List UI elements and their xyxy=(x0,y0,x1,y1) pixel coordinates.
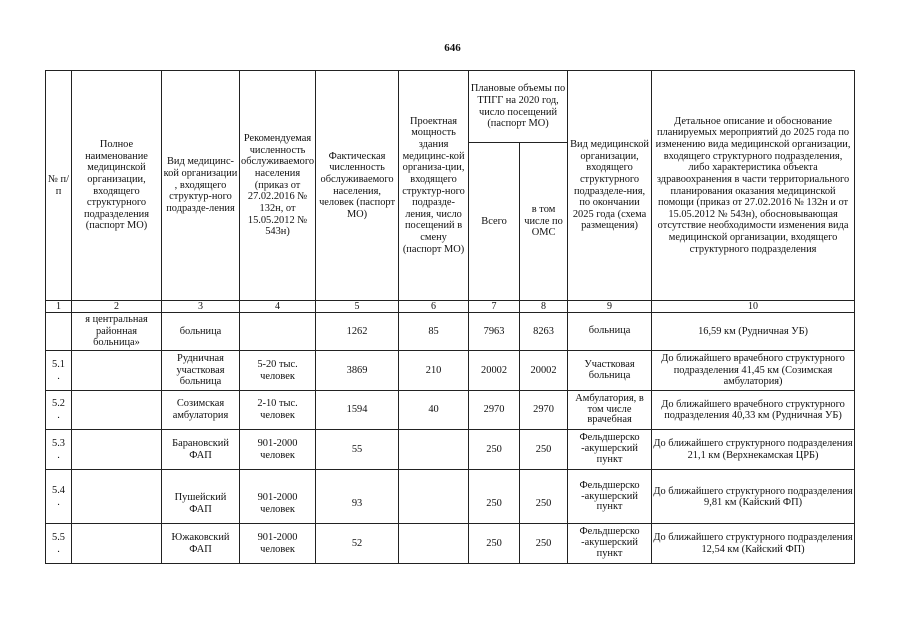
actual-population: 1262 xyxy=(316,313,399,351)
row-number-cell xyxy=(46,351,72,391)
design-capacity: 210 xyxy=(399,351,469,391)
row-number-cell xyxy=(46,470,72,524)
table-row xyxy=(46,351,855,391)
organization-name: я центральная районная больница» xyxy=(72,313,162,351)
recommended-population: 901-2000 человек xyxy=(240,470,316,524)
header-cell-recommended: Рекомендуемая численность обслуживаемого населения (приказ от 27.02.2016 № 132н, от 15.05.2012 № 543н) xyxy=(240,71,316,301)
row-number-cell xyxy=(46,524,72,564)
facility-type-2025: Фельдшерско -акушерский пункт xyxy=(568,430,652,470)
header-cell-type: Вид медицинс-кой организации , входящего структур-ного подразде-ления xyxy=(162,71,240,301)
design-capacity: 85 xyxy=(399,313,469,351)
planned-total: 7963 xyxy=(469,313,520,351)
facilities-table xyxy=(45,70,855,564)
planned-total: 250 xyxy=(469,524,520,564)
recommended-population: 2-10 тыс. человек xyxy=(240,391,316,430)
planned-oms: 2970 xyxy=(520,391,568,430)
table-row xyxy=(46,430,855,470)
header-cell-number: № п/п xyxy=(46,71,72,301)
row-number-dot: . xyxy=(57,543,60,555)
planned-total: 20002 xyxy=(469,351,520,391)
column-number: 4 xyxy=(240,301,316,313)
facility-type-2025: Амбулатория, в том числе врачебная xyxy=(568,391,652,430)
design-capacity xyxy=(399,430,469,470)
table-row xyxy=(46,391,855,430)
organization-name xyxy=(72,351,162,391)
planned-oms: 250 xyxy=(520,430,568,470)
planned-oms: 8263 xyxy=(520,313,568,351)
header-cell-type-2025: Вид медицинской организации, входящего структурного подразделе-ния, по окончании 2025 года (схема размещения) xyxy=(568,71,652,301)
planned-measures-description: До ближайшего врачебного структурного подразделения 41,45 км (Созимская амбулатория) xyxy=(652,351,855,391)
planned-total: 250 xyxy=(469,430,520,470)
recommended-population: 901-2000 человек xyxy=(240,524,316,564)
organization-name xyxy=(72,470,162,524)
facility-type-2025: Участковая больница xyxy=(568,351,652,391)
row-number-dot: . xyxy=(57,449,60,461)
row-number-cell xyxy=(46,430,72,470)
facility-type-2025: больница xyxy=(568,313,652,351)
row-number: 5.2 xyxy=(52,398,65,410)
planned-measures-description: 16,59 км (Рудничная УБ) xyxy=(652,313,855,351)
table-row xyxy=(46,313,855,351)
actual-population: 3869 xyxy=(316,351,399,391)
actual-population: 93 xyxy=(316,470,399,524)
row-number-cell xyxy=(46,391,72,430)
facility-type: Барановский ФАП xyxy=(162,430,240,470)
recommended-population: 5-20 тыс. человек xyxy=(240,351,316,391)
planned-measures-description: До ближайшего структурного подразделения 12,54 км (Кайский ФП) xyxy=(652,524,855,564)
row-number-dot: . xyxy=(57,370,60,382)
facility-type: Пушейский ФАП xyxy=(162,470,240,524)
column-number: 9 xyxy=(568,301,652,313)
row-number: 5.1 xyxy=(52,358,65,370)
facility-type-2025: Фельдшерско -акушерский пункт xyxy=(568,524,652,564)
facility-type-2025: Фельдшерско -акушерский пункт xyxy=(568,470,652,524)
column-number: 8 xyxy=(520,301,568,313)
planned-measures-description: До ближайшего структурного подразделения 9,81 км (Кайский ФП) xyxy=(652,470,855,524)
organization-name xyxy=(72,430,162,470)
planned-measures-description: До ближайшего врачебного структурного подразделения 40,33 км (Рудничная УБ) xyxy=(652,391,855,430)
header-cell-planned-volumes: Плановые объемы по ТПГГ на 2020 год, число посещений (паспорт МО) xyxy=(469,71,568,143)
recommended-population xyxy=(240,313,316,351)
row-number: 5.4 xyxy=(52,484,65,496)
planned-total: 2970 xyxy=(469,391,520,430)
column-number: 7 xyxy=(469,301,520,313)
facility-type: Рудничная участковая больница xyxy=(162,351,240,391)
design-capacity: 40 xyxy=(399,391,469,430)
column-number: 1 xyxy=(46,301,72,313)
planned-total: 250 xyxy=(469,470,520,524)
planned-measures-description: До ближайшего структурного подразделения 21,1 км (Верхнекамская ЦРБ) xyxy=(652,430,855,470)
design-capacity xyxy=(399,524,469,564)
row-number-dot: . xyxy=(57,410,60,421)
table-row xyxy=(46,470,855,524)
facility-type: Южаковский ФАП xyxy=(162,524,240,564)
header-row xyxy=(46,71,855,143)
table-row xyxy=(46,524,855,564)
column-number: 2 xyxy=(72,301,162,313)
organization-name xyxy=(72,391,162,430)
page-number: 646 xyxy=(444,42,461,54)
header-cell-actual: Фактическая численность обслуживаемого населения, человек (паспорт МО) xyxy=(316,71,399,301)
header-cell-description: Детальное описание и обоснование планируемых мероприятий до 2025 года по изменению вида медицинской организации, входящего структурного подразделения, либо характеристика объекта здравоохранения в части территориального планирования оказания медицинской помощи (приказ от 27.02.2016 № 132н и от 15.05.2012 № 543н), обосновывающая отсутствие необходимости изменения вида медицинской организации, входящего структурного подразделения xyxy=(652,71,855,301)
planned-oms: 250 xyxy=(520,470,568,524)
column-number: 3 xyxy=(162,301,240,313)
row-number-dot: . xyxy=(57,496,60,508)
actual-population: 1594 xyxy=(316,391,399,430)
column-number: 6 xyxy=(399,301,469,313)
facility-type: больница xyxy=(162,313,240,351)
planned-oms: 20002 xyxy=(520,351,568,391)
column-number: 5 xyxy=(316,301,399,313)
recommended-population: 901-2000 человек xyxy=(240,430,316,470)
design-capacity xyxy=(399,470,469,524)
row-number: 5.5 xyxy=(52,531,65,543)
header-cell-capacity: Проектная мощность здания медицинс-кой организа-ции, входящего структур-ного подразде-ления, число посещений в смену (паспорт МО) xyxy=(399,71,469,301)
row-number: 5.3 xyxy=(52,437,65,449)
header-cell-name: Полное наименование медицинской организации, входящего структурного подразделения (паспорт МО) xyxy=(72,71,162,301)
organization-name xyxy=(72,524,162,564)
column-numbers-row xyxy=(46,301,855,313)
header-cell-oms: в том числе по ОМС xyxy=(520,143,568,301)
column-number: 10 xyxy=(652,301,855,313)
actual-population: 52 xyxy=(316,524,399,564)
actual-population: 55 xyxy=(316,430,399,470)
header-cell-total: Всего xyxy=(469,143,520,301)
row-number-cell xyxy=(46,313,72,351)
planned-oms: 250 xyxy=(520,524,568,564)
facility-type: Созимская амбулатория xyxy=(162,391,240,430)
